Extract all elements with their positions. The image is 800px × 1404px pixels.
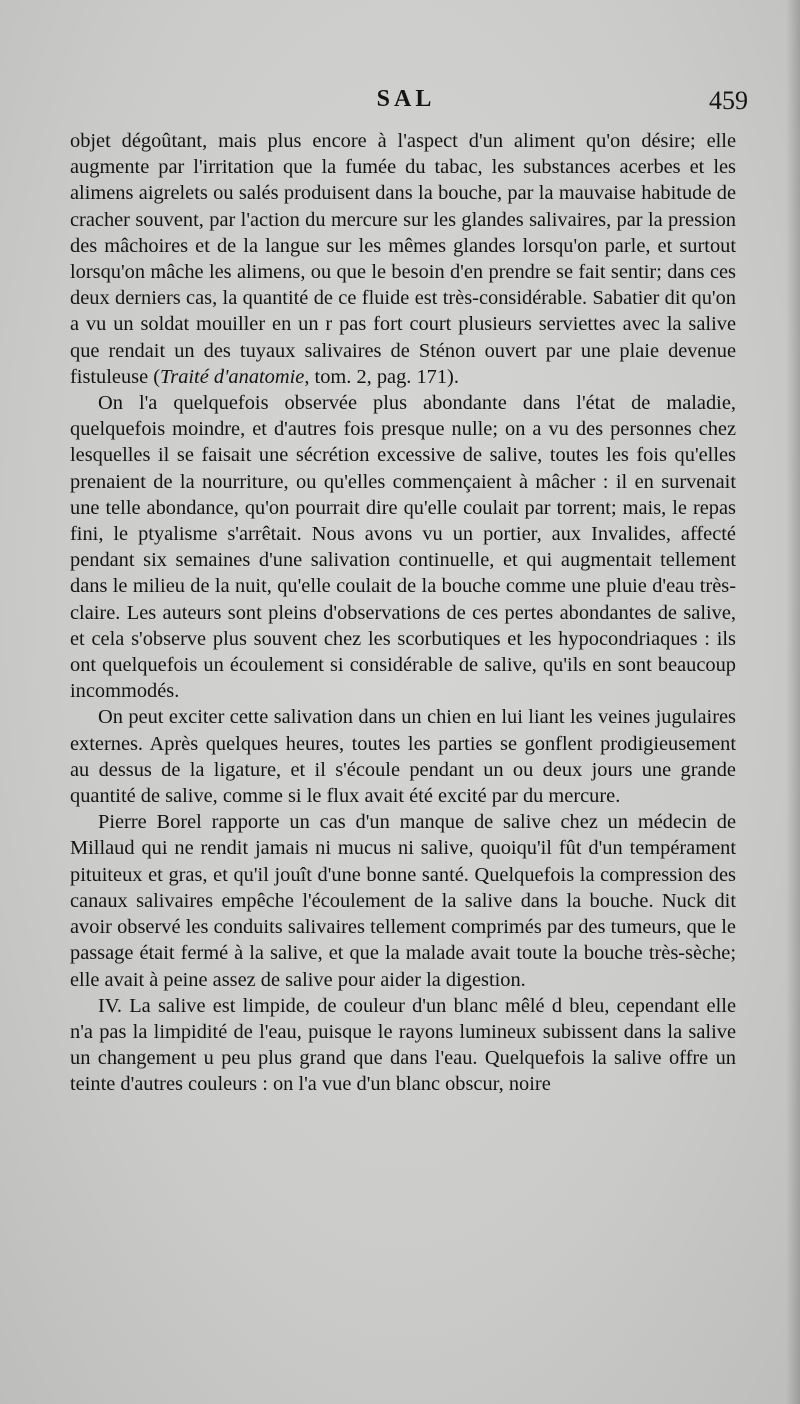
page-header <box>70 86 748 126</box>
paragraph-1-text: objet dégoûtant, mais plus encore à l'aspect d'un aliment qu'on désire; elle augmente par l'irritation que la fumée du tabac, les substances acerbes et les alimens aigrelets ou salés produisent dans la bouche, par la mauvaise habitude de cracher souvent, par l'action du mercure sur les glandes salivaires, par la pression des mâchoires et de la langue sur les mêmes glandes lorsqu'on parle, et surtout lorsqu'on mâche les alimens, ou que le besoin d'en prendre se fait sentir; dans ces deux derniers cas, la quantité de ce fluide est très-considérable. Sabatier dit qu'on a vu un soldat mouiller en un r pas fort court plusieurs serviettes avec la salive que rendait un des tuyaux salivaires de Sténon ouvert par une plaie devenue fistuleuse ( <box>70 130 736 388</box>
paragraph-1 <box>70 128 736 390</box>
paragraph-4: Pierre Borel rapporte un cas d'un manque de salive chez un médecin de Millaud qui ne rendit jamais ni mucus ni salive, quoiqu'il fût d'un tempérament pituiteux et gras, et qu'il jouît d'une bonne santé. Quelquefois la compression des canaux salivaires empêche l'écoulement de la salive dans la bouche. Nuck dit avoir observé les conduits salivaires tellement comprimés par des tumeurs, que le passage était fermé à la salive, et que la malade avait toute la bouche très-sèche; elle avait à peine assez de salive pour aider la digestion. <box>70 811 736 991</box>
page-number: 459 <box>709 86 748 115</box>
body-text <box>70 128 736 1098</box>
citation-title: Traité d'anatomie <box>160 365 305 388</box>
page-edge-shadow <box>786 0 800 1404</box>
paragraph-5: IV. La salive est limpide, de couleur d'un blanc mêlé d bleu, cependant elle n'a pas la limpidité de l'eau, puisque le rayons lumineux subissent dans la salive un changement u peu plus grand que dans l'eau. Quelquefois la salive offre un teinte d'autres couleurs : on l'a vue d'un blanc obscur, noire <box>70 994 736 1096</box>
paragraph-2: On l'a quelquefois observée plus abondante dans l'état de maladie, quelquefois moindre, et d'autres fois presque nulle; on a vu des personnes chez lesquelles il se faisait une sécrétion excessive de salive, toutes les fois qu'elles prenaient de la nourriture, ou qu'elles commençaient à mâcher : il en survenait une telle abondance, qu'on pourrait dire qu'elle coulait par torrent; mais, le repas fini, le ptyalisme s'arrêtait. Nous avons vu un portier, aux Invalides, affecté pendant six semaines d'une salivation continuelle, et qui augmentait tellement dans le milieu de la nuit, qu'elle coulait de la bouche comme une pluie d'eau très-claire. Les auteurs sont pleins d'observations de ces pertes abondantes de salive, et cela s'observe plus souvent chez les scorbutiques et les hypocondriaques : ils ont quelquefois un écoulement si considérable de salive, qu'ils en sont beaucoup incommodés. <box>70 392 736 703</box>
paragraph-1-text-end: , tom. 2, pag. 171). <box>304 365 459 388</box>
running-head: SAL <box>376 86 436 112</box>
paragraph-3: On peut exciter cette salivation dans un chien en lui liant les veines jugulaires externes. Après quelques heures, toutes les parties se gonflent prodigieusement au dessus de la ligature, et il s'écoule pendant un ou deux jours une grande quantité de salive, comme si le flux avait été excité par du mercure. <box>70 706 736 808</box>
